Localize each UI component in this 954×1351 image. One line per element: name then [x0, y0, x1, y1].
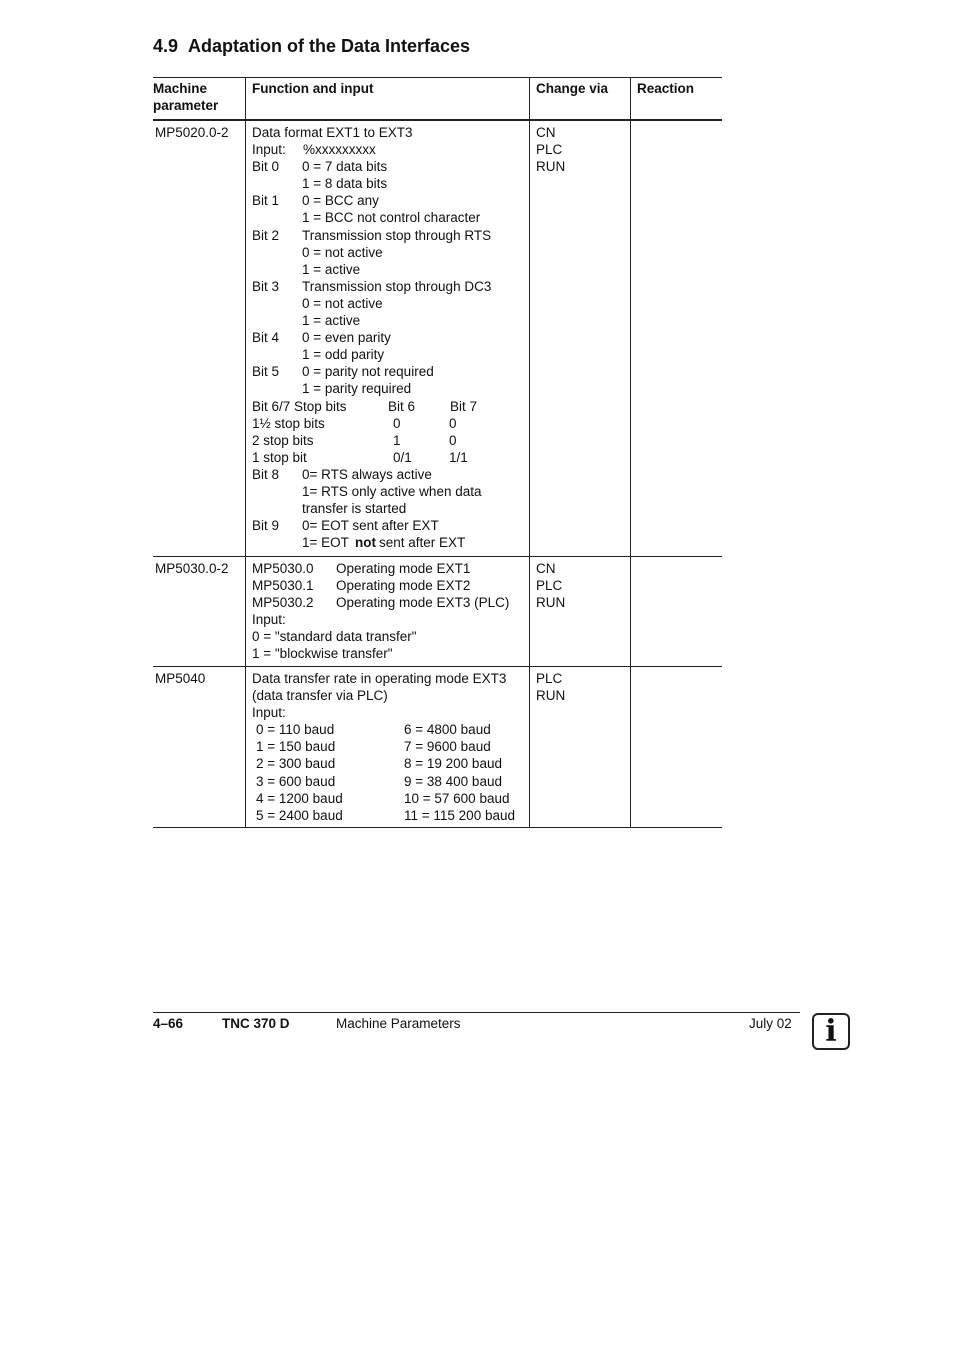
- function-text: Input:: [252, 705, 286, 721]
- header-param-line1: Machine: [153, 81, 208, 96]
- function-line: [252, 192, 529, 209]
- function-text: 1 = BCC not control character: [302, 210, 481, 226]
- function-line: [252, 466, 529, 483]
- function-text: 1/1: [449, 449, 468, 465]
- function-text: 0/1: [393, 449, 412, 465]
- function-text: 1= EOT: [302, 535, 349, 551]
- function-text: Operating mode EXT2: [336, 578, 471, 594]
- function-text: 0 = even parity: [302, 330, 391, 346]
- function-text: Bit 0: [252, 159, 280, 175]
- table-row: [153, 557, 722, 667]
- section-title: [153, 36, 470, 57]
- function-text: Transmission stop through DC3: [302, 278, 492, 294]
- function-text: Input:: [252, 142, 286, 158]
- function-text: (data transfer via PLC): [252, 688, 388, 704]
- function-line: [252, 577, 529, 594]
- function-text: 0: [449, 415, 457, 431]
- function-line: [252, 244, 529, 261]
- function-line: [252, 790, 529, 807]
- function-text: Bit 8: [252, 466, 280, 482]
- function-text: Bit 6: [388, 398, 416, 414]
- reaction-cell: [630, 667, 723, 827]
- function-line: [252, 628, 529, 645]
- function-line: [252, 158, 529, 175]
- function-text: Input:: [252, 612, 286, 628]
- function-line: [252, 773, 529, 790]
- function-line: [252, 295, 529, 312]
- function-text: 0 = BCC any: [302, 193, 379, 209]
- function-text: Transmission stop through RTS: [302, 227, 492, 243]
- function-text: not: [355, 535, 376, 551]
- function-text: Operating mode EXT1: [336, 561, 471, 576]
- section-heading: Adaptation of the Data Interfaces: [188, 36, 471, 56]
- function-cell: [245, 557, 529, 666]
- function-line: [252, 346, 529, 363]
- function-line: [252, 380, 529, 397]
- function-text: Data transfer rate in operating mode EXT3: [252, 671, 507, 686]
- function-text: sent after EXT: [379, 535, 466, 551]
- table-row: [153, 667, 722, 828]
- function-line: [252, 278, 529, 295]
- change-via-item: RUN: [536, 159, 566, 175]
- function-line: [252, 594, 529, 611]
- function-text: 1 = active: [302, 261, 361, 277]
- function-text: Bit 1: [252, 193, 280, 209]
- function-text: 1½ stop bits: [252, 415, 325, 431]
- function-line: [252, 721, 529, 738]
- header-change-via: Change via: [529, 78, 630, 119]
- function-line: [252, 227, 529, 244]
- footer-page-number: 4–66: [153, 1016, 184, 1031]
- function-text: MP5030.0: [252, 561, 314, 576]
- function-line: [252, 261, 529, 278]
- change-via-item: CN: [536, 125, 556, 140]
- function-text: 0: [449, 432, 457, 448]
- function-text: 9 = 38 400 baud: [404, 773, 502, 789]
- function-text: 0 = 7 data bits: [302, 159, 388, 175]
- function-text: 3 = 600 baud: [256, 773, 336, 789]
- function-text: Bit 4: [252, 330, 280, 346]
- function-text: 0= EOT sent after EXT: [302, 518, 439, 534]
- function-line: [252, 500, 529, 517]
- change-via-item: PLC: [536, 671, 563, 686]
- function-text: 6 = 4800 baud: [404, 722, 491, 738]
- function-text: 1 = active: [302, 313, 361, 329]
- header-function: Function and input: [245, 78, 529, 119]
- param-name: MP5040: [155, 671, 206, 686]
- function-line: [252, 611, 529, 628]
- header-param-line2: parameter: [153, 98, 219, 113]
- function-text: 7 = 9600 baud: [404, 739, 491, 755]
- function-text: Bit 9: [252, 518, 280, 534]
- function-text: Operating mode EXT3 (PLC): [336, 595, 510, 611]
- param-cell: [153, 121, 245, 556]
- function-text: Bit 6/7 Stop bits: [252, 398, 347, 414]
- function-line: [252, 312, 529, 329]
- function-text: 5 = 2400 baud: [256, 807, 343, 823]
- function-text: 1 = 8 data bits: [302, 176, 388, 192]
- param-name: MP5030.0-2: [155, 561, 229, 576]
- function-text: 1 = 150 baud: [256, 739, 336, 755]
- function-line: [252, 560, 529, 577]
- function-line: [252, 398, 529, 415]
- reaction-cell: [630, 557, 723, 666]
- param-cell: [153, 557, 245, 666]
- function-line: [252, 534, 529, 551]
- footer-rule: [153, 1012, 800, 1013]
- function-line: [252, 449, 529, 466]
- function-line: [252, 645, 529, 662]
- function-text: Bit 2: [252, 227, 280, 243]
- function-line: [252, 432, 529, 449]
- function-line: [252, 755, 529, 772]
- function-text: MP5030.2: [252, 595, 314, 611]
- function-text: 1 = odd parity: [302, 347, 385, 363]
- function-text: 0 = parity not required: [302, 364, 434, 380]
- header-machine-parameter: [153, 78, 245, 119]
- function-text: 0 = not active: [302, 295, 383, 311]
- function-line: [252, 329, 529, 346]
- header-reaction: Reaction: [630, 78, 722, 119]
- section-number: 4.9: [153, 36, 179, 56]
- function-text: 0 = not active: [302, 244, 383, 260]
- function-line: [252, 807, 529, 824]
- function-text: 8 = 19 200 baud: [404, 756, 502, 772]
- param-name: MP5020.0-2: [155, 125, 229, 140]
- change-via-item: RUN: [536, 595, 566, 611]
- footer-chapter: Machine Parameters: [336, 1016, 461, 1031]
- function-text: 1: [393, 432, 401, 448]
- function-line: [252, 687, 529, 704]
- function-text: Bit 7: [450, 398, 478, 414]
- info-icon: [812, 1013, 850, 1050]
- function-line: [252, 175, 529, 192]
- function-text: 0: [393, 415, 401, 431]
- function-text: 1= RTS only active when data: [302, 483, 482, 499]
- function-line: [252, 738, 529, 755]
- function-line: [252, 415, 529, 432]
- table-row: [153, 121, 722, 557]
- function-text: 4 = 1200 baud: [256, 790, 343, 806]
- footer-date: July 02: [749, 1016, 792, 1031]
- function-cell: [245, 121, 529, 556]
- function-line: [252, 363, 529, 380]
- function-cell: [245, 667, 529, 827]
- function-text: 0 = 110 baud: [256, 722, 335, 738]
- function-line: [252, 141, 529, 158]
- change-cell: [529, 557, 630, 666]
- function-text: 2 = 300 baud: [256, 756, 336, 772]
- reaction-cell: [630, 121, 723, 556]
- change-via-item: PLC: [536, 578, 563, 594]
- function-line: [252, 670, 529, 687]
- change-cell: [529, 667, 630, 827]
- function-text: Bit 3: [252, 278, 280, 294]
- function-text: 1 = "blockwise transfer": [252, 646, 393, 662]
- function-line: [252, 704, 529, 721]
- function-text: 1 = parity required: [302, 381, 412, 397]
- function-text: MP5030.1: [252, 578, 314, 594]
- function-text: 10 = 57 600 baud: [404, 790, 510, 806]
- function-text: 0 = "standard data transfer": [252, 629, 417, 645]
- function-line: [252, 124, 529, 141]
- function-text: Data format EXT1 to EXT3: [252, 125, 413, 140]
- function-text: 11 = 115 200 baud: [404, 807, 515, 823]
- change-cell: [529, 121, 630, 556]
- table-header: [153, 77, 722, 121]
- function-text: 1 stop bit: [252, 449, 307, 465]
- function-text: Bit 5: [252, 364, 280, 380]
- function-text: %xxxxxxxxx: [303, 142, 376, 158]
- function-text: 2 stop bits: [252, 432, 314, 448]
- function-text: 0= RTS always active: [302, 466, 432, 482]
- change-via-item: CN: [536, 561, 556, 576]
- info-icon-glyph: i: [825, 1014, 837, 1049]
- function-line: [252, 517, 529, 534]
- change-via-item: PLC: [536, 142, 563, 158]
- function-line: [252, 483, 529, 500]
- parameter-table: [153, 77, 722, 828]
- param-cell: [153, 667, 245, 827]
- function-text: transfer is started: [302, 501, 407, 517]
- footer-product: TNC 370 D: [222, 1016, 290, 1031]
- change-via-item: RUN: [536, 688, 566, 704]
- function-line: [252, 209, 529, 226]
